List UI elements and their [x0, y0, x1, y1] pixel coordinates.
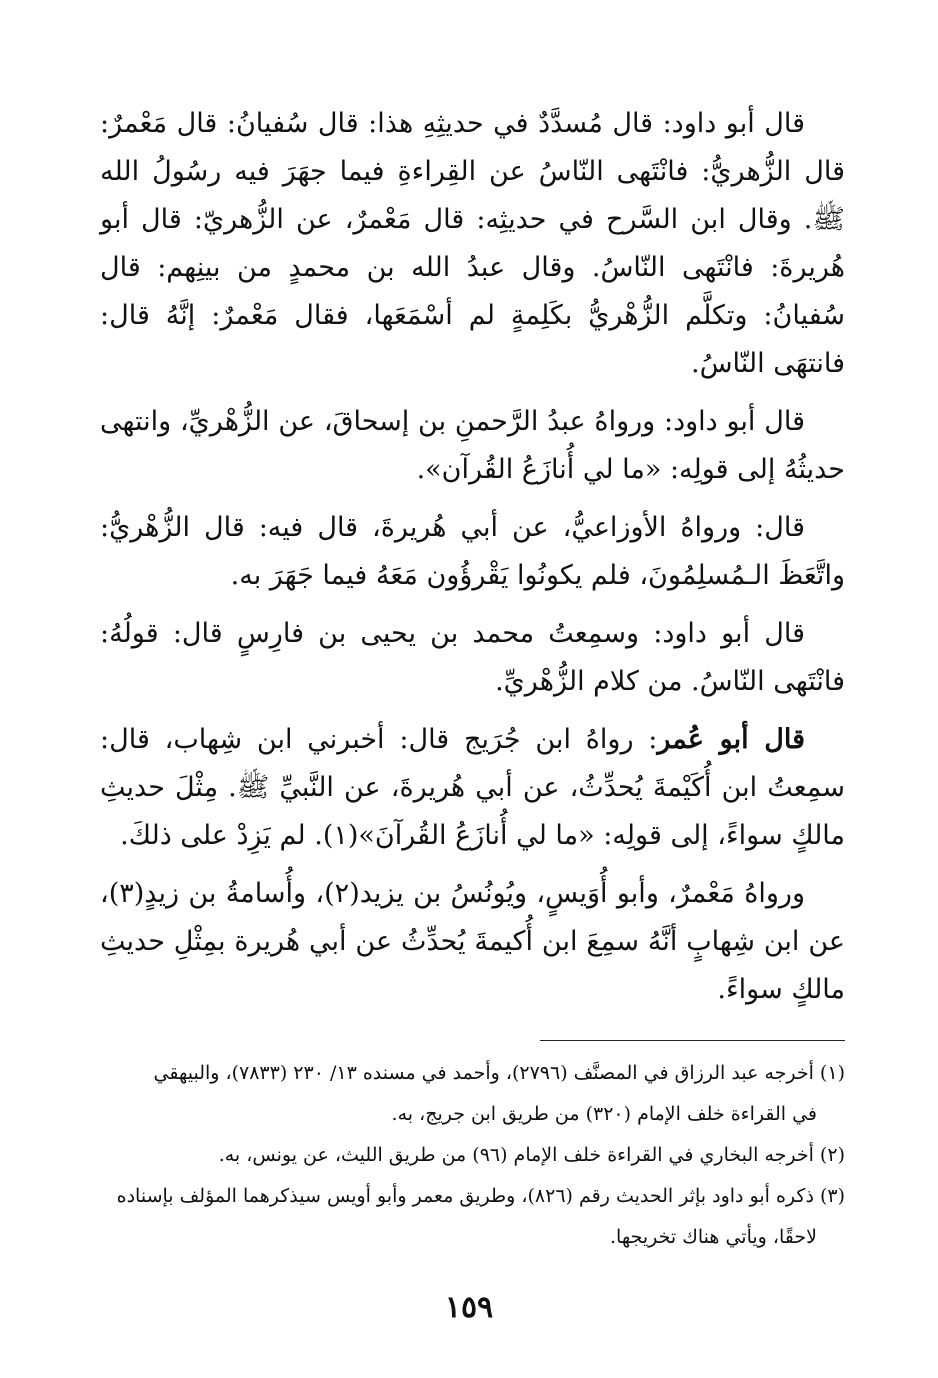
paragraph-4 [100, 610, 845, 706]
footnote-text: لاحقًا، ويأتي هناك تخريجها. [610, 1226, 817, 1248]
main-text [100, 100, 845, 1014]
footnote-3-continued [100, 1219, 845, 1256]
footnote-text: (١) أخرجه عبد الرزاق في المصنَّف (٢٧٩٦)، وأحمد في مسنده ١٣/ ٢٣٠ (٧٨٣٣)، والبيهقي [153, 1062, 845, 1084]
page-body [100, 100, 845, 1260]
paragraph-text: قال: ورواهُ الأوزاعيُّ، عن أبي هُريرةَ، قال فيه: قال الزُّهْريُّ: واتَّعَظَ الـمُسلِمُونَ، فلم يكونُوا يَقْرؤُون مَعَهُ فيما جَهَرَ به. [100, 512, 845, 591]
page-number: ١٥٩ [444, 1290, 494, 1325]
footnote-1 [100, 1055, 845, 1092]
footnote-divider [540, 1040, 845, 1041]
paragraph-text: ورواهُ مَعْمرٌ، وأبو أُوَيسٍ، ويُونُسُ بن يزيد(٢)، وأُسامةُ بن زيدٍ(٣)، عن ابن شِهابٍ أنَّهُ سمِعَ ابن أُكيمةَ يُحدِّثُ عن أبي هُريرة بمِثْلِ حديثِ مالكٍ سواءً. [100, 878, 845, 1005]
paragraph-2 [100, 398, 845, 494]
paragraph-text: قال أبو داود: قال مُسدَّدٌ في حديثِهِ هذا: قال سُفيانُ: قال مَعْمرٌ: قال الزُّهريُّ: فانْتَهى النّاسُ عن القِراءةِ فيما جهَرَ فيه رسُولُ الله ﷺ. وقال ابن السَّرح في حديثِه: قال مَعْمرٌ، عن الزُّهريّ: قال أبو هُريرةَ: فانْتَهى النّاسُ. وقال عبدُ الله بن محمدٍ من بينِهم: قال سُفيانُ: وتكلَّم الزُّهْريُّ بكَلِمةٍ لم أسْمَعَها، فقال مَعْمرٌ: إنَّهُ قال: فانتهَى النّاسُ. [100, 108, 845, 379]
footnote-1-continued [100, 1096, 845, 1133]
footnote-text: (٣) ذكره أبو داود بإثر الحديث رقم (٨٢٦)، وطريق معمر وأبو أويس سيذكرهما المؤلف بإسناده [116, 1185, 845, 1207]
paragraph-5 [100, 716, 845, 860]
paragraph-lead: قال أبو عُمر [657, 724, 806, 755]
footnote-text: (٢) أخرجه البخاري في القراءة خلف الإمام (٩٦) من طريق الليث، عن يونس، به. [218, 1144, 845, 1166]
paragraph-text: : رواهُ ابن جُرَيج قال: أخبرني ابن شِهاب، قال: سمِعتُ ابن أُكَيْمةَ يُحدِّثُ، عن أبي هُريرةَ، عن النَّبيِّ ﷺ. مِثْلَ حديثِ مالكٍ سواءً، إلى قولِه: «ما لي أُنازَعُ القُرآنَ»(١). لم يَزِدْ على ذلكَ. [100, 724, 845, 851]
footnotes [100, 1055, 845, 1256]
paragraph-text: قال أبو داود: وسمِعتُ محمد بن يحيى بن فارِسٍ قال: قولُهُ: فانْتَهى النّاسُ. من كلام الزُّهْريِّ. [100, 618, 845, 697]
paragraph-6 [100, 870, 845, 1014]
footnote-3 [100, 1178, 845, 1215]
paragraph-text: قال أبو داود: ورواهُ عبدُ الرَّحمنِ بن إسحاقَ، عن الزُّهْريِّ، وانتهى حديثُهُ إلى قولِه: «ما لي أُنازَعُ القُرآن». [100, 406, 845, 485]
footnote-text: في القراءة خلف الإمام (٣٢٠) من طريق ابن جريج، به. [391, 1103, 817, 1125]
paragraph-3 [100, 504, 845, 600]
footnote-2 [100, 1137, 845, 1174]
paragraph-1 [100, 100, 845, 388]
